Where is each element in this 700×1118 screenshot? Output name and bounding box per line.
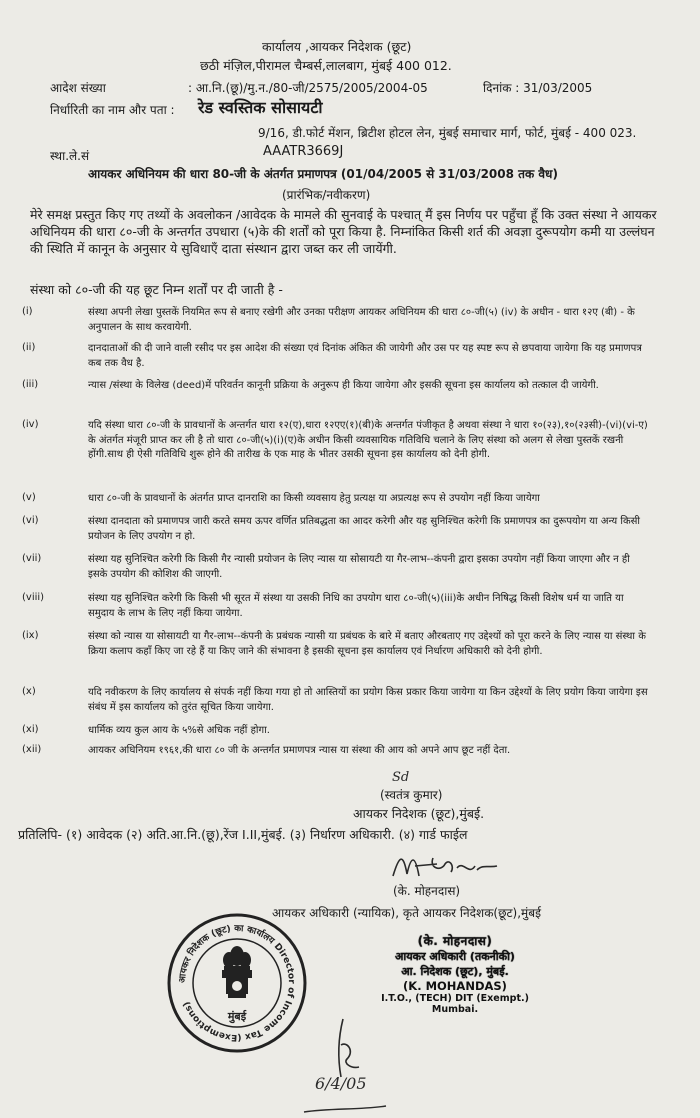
condition-text: संस्था यह सुनिश्चित करेगी कि किसी गैर न्यासी प्रयोजन के लिए न्यास या सोसायटी या गैर-लाभ--कंपनी द्वारा इसका उपयोग नहीं किया जाएगा और न ही इसके उपयोग की कोशिश की जाएगी. (88, 554, 630, 580)
condition-text: संस्था को न्यास या सोसायटी या गैर-लाभ--कंपनी के प्रबंधक न्यासी या प्रबंधक के बारे में बताए औरबताए गए उद्देश्यों को पूरा करने के लिए न्यास या संस्था के क्रिया कलाप कहाँ किए जा रहे हैं या किए जाने की संभावना है इसकी सूचना इस कार्यालय एवं निर्धारण अधिकारी को देनी होगी. (88, 631, 646, 657)
seal-ring-text: आयकर निदेशक (छूट) का कार्यालय Director of Income Tax (Exemptions) (177, 923, 297, 1043)
stamp-line: आयकर अधिकारी (तकनीकी) (395, 950, 515, 963)
director-name: (स्वतंत्र कुमार) (380, 788, 443, 802)
condition-text: आयकर अधिनियम १९६१,की धारा ८० जी के अन्तर्गत प्रमाणपत्र न्यास या संस्था की आय को अपने आप छूट नहीं देता. (88, 745, 511, 756)
condition-number: (iv) (22, 419, 39, 430)
signature-sd-mark: Sd (392, 770, 410, 785)
condition-text: संस्था दानदाता को प्रमाणपत्र जारी करते समय ऊपर वर्णित प्रतिबद्धता का आदर करेगी और यह सुनिश्चित करेगी कि प्रमाणपत्र का दुरूपयोग या अन्य किसी प्रयोजन के लिए उपयोग न हो. (88, 516, 641, 542)
director-designation: आयकर निदेशक (छूट),मुंबई. (353, 806, 485, 821)
condition-text: यदि संस्था धारा ८०-जी के प्रावधानों के अन्तर्गत धारा १२(ए),धारा १२एए(१)(बी)के अन्तर्गत पंजीकृत है अथवा संस्था ने धारा १०(२३),१०(२३सी)-(vi)(vi-ए) के अंतर्गत मंजूरी प्राप्त कर ली है तो धारा ८०-जी(५)(i)(ए)के अधीन किसी व्यवसायिक गतिविधि चलाने के लिए संस्था को अलग से लेखा पुस्तकें रखनी होंगी.साथ ही ऐसी गतिविधि शुरू होने की तारीख के एक माह के भीतर उसकी सूचना इस कार्यालय को देनी होगी. (88, 420, 648, 460)
certificate-subtitle: (प्रारंभिक/नवीकरण) (282, 188, 371, 202)
officer-name: (के. मोहनदास) (393, 884, 461, 898)
order-date: दिनांक : 31/03/2005 (483, 81, 593, 95)
stamp-line: (के. मोहनदास) (417, 934, 493, 948)
condition-text: धारा ८०-जी के प्रावधानों के अंतर्गत प्राप्त दानराशि का किसी व्यवसाय हेतु प्रत्यक्ष या अप्रत्यक्ष रूप से उपयोग नहीं किया जायेगा (88, 493, 540, 504)
condition-number: (xi) (22, 724, 39, 735)
condition-number: (xii) (22, 744, 42, 755)
condition-number: (vii) (22, 553, 42, 564)
stamp-line: (K. MOHANDAS) (403, 979, 507, 993)
stamp-line: I.T.O., (TECH) DIT (Exempt.) Mumbai. (381, 993, 529, 1015)
handwritten-date: 6/4/05 (315, 1074, 367, 1093)
condition-number: (i) (22, 306, 33, 317)
condition-number: (vi) (22, 515, 39, 526)
condition-text: संस्था अपनी लेखा पुस्तकें नियमित रूप से बनाए रखेगी और उनका परीक्षण आयकर अधिनियम की धारा ८०-जी(५) (iv) के अधीन - धारा १२ए (बी) - के अनुपालन के साथ करवायेगी. (88, 307, 635, 333)
assessee-address: 9/16, डी.फोर्ट मेंशन, ब्रिटीश होटल लेन, मुंबई समाचार मार्ग, फोर्ट, मुंबई - 400 023. (258, 126, 637, 140)
copy-to-line: प्रतिलिपि- (१) आवेदक (२) अति.आ.नि.(छू),रेंज I.II,मुंबई. (३) निर्धारण अधिकारी. (४) गार्ड फाईल (18, 827, 468, 842)
official-seal (162, 908, 312, 1058)
officer-signature (385, 846, 505, 886)
stamp-line: आ. निदेशक (छूट), मुंबई. (401, 965, 509, 978)
order-number-label: आदेश संख्या (50, 81, 106, 95)
office-name: कार्यालय ,आयकर निदेशक (छूट) (262, 39, 412, 54)
condition-number: (ii) (22, 342, 36, 353)
condition-number: (x) (22, 686, 36, 697)
order-number-value: : आ.नि.(छू)/मु.न./80-जी/2575/2005/2004-05 (188, 81, 428, 95)
condition-number: (iii) (22, 379, 39, 390)
officer-designation: आयकर अधिकारी (न्यायिक), कृते आयकर निदेशक(छूट),मुंबई (272, 906, 541, 920)
officer-stamp (365, 932, 545, 1015)
intro-paragraph: मेरे समक्ष प्रस्तुत किए गए तथ्यों के अवलोकन /आवेदक के मामले की सुनवाई के पश्चात् मैं इस निर्णय पर पहुँचा हूँ कि उक्त संस्था ने आयकर अधिनियम की धारा ८०-जी के अन्तर्गत उपधारा (५)के की शर्तों को पूरा किया है. निम्नांकित किसी शर्त की अवज्ञा दुरूपयोग कमी या उल्लंघन की स्थिति में कानून के अनुसार ये सुविधाएँ दाता संस्थान द्वारा जब्त कर ली जायेंगी. (30, 207, 657, 256)
condition-text: यदि नवीकरण के लिए कार्यालय से संपर्क नहीं किया गया हो तो आस्तियों का प्रयोग किस प्रकार किया जायेगा या किन उद्देश्यों के लिए प्रयोग किया जायेगा इस संबंध में इस कार्यालय को तुरंत सूचित किया जायेगा. (88, 687, 648, 713)
seal-bottom-text: मुंबई (227, 1010, 247, 1023)
assessee-name: रेड स्वस्तिक सोसायटी (198, 98, 323, 117)
pan-label: स्था.ले.सं (50, 149, 90, 163)
pan-value: AAATR3669J (263, 144, 344, 159)
condition-number: (ix) (22, 630, 39, 641)
condition-text: न्यास /संस्था के विलेख (deed)में परिवर्तन कानूनी प्रक्रिया के अनुरूप ही किया जायेगा और इसकी सूचना इस कार्यालय को तत्काल दी जायेगी. (88, 380, 599, 391)
condition-text: संस्था यह सुनिश्चित करेगी कि किसी भी सूरत में संस्था या उसकी निधि का उपयोग धारा ८०-जी(५)(iii)के अधीन निषिद्ध किसी विशेष धर्म या जाति या समुदाय के लाभ के लिए नहीं किया जायेगा. (88, 593, 624, 619)
condition-number: (v) (22, 492, 36, 503)
condition-text: धार्मिक व्यय कुल आय के ५%से अधिक नहीं होगा. (88, 725, 270, 736)
office-address: छठी मंज़िल,पीरामल चैम्बर्स,लालबाग, मुंबई 400 012. (200, 58, 452, 73)
certificate-title: आयकर अधिनियम की धारा 80-जी के अंतर्गत प्रमाणपत्र (01/04/2005 से 31/03/2008 तक वैध) (88, 167, 558, 181)
assessee-label: निर्धारिती का नाम और पता : (50, 103, 175, 117)
condition-text: दानदाताओं की दी जाने वाली रसीद पर इस आदेश की संख्या एवं दिनांक अंकित की जायेगी और उस पर यह स्पष्ट रूप से छपवाया जायेगा कि यह प्रमाणपत्र कब तक वैध है. (88, 343, 642, 369)
national-emblem-icon (222, 946, 252, 998)
conditions-intro: संस्था को ८०-जी की यह छूट निम्न शर्तों पर दी जाती है - (30, 282, 283, 297)
condition-number: (viii) (22, 592, 45, 603)
